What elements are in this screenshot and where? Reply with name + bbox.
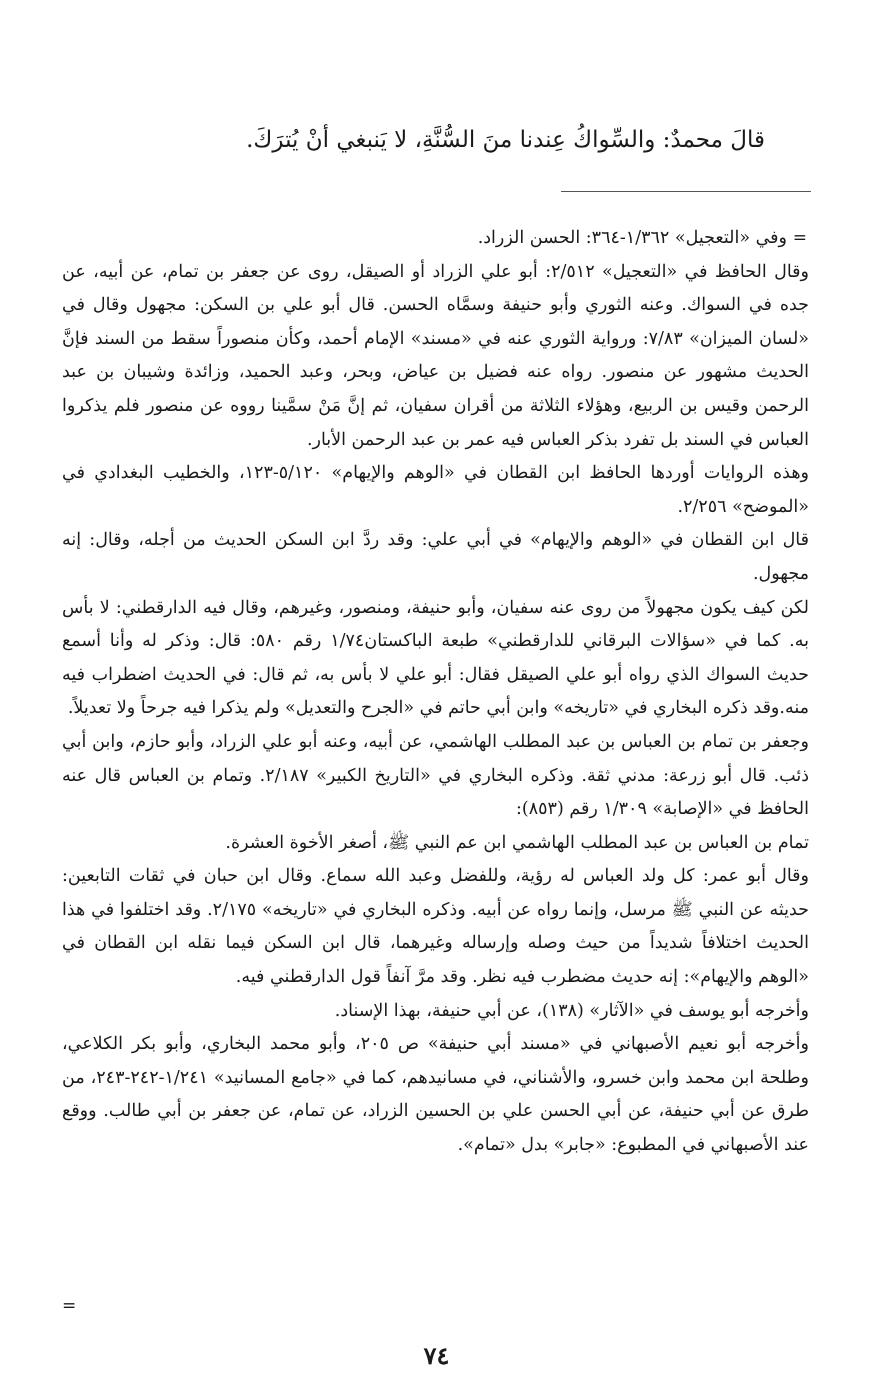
main-text: قالَ محمدٌ: والسِّواكُ عِندنا منَ السُّنَّةِ، لا يَنبغي أنْ يُترَكَ. — [246, 127, 765, 153]
footnote-paragraph: وفي «التعجيل» ١/٣٦٢-٣٦٤: الحسن الزراد. — [477, 228, 787, 248]
page-number: ٧٤ — [423, 1341, 450, 1370]
footnote-paragraph: وجعفر بن تمام بن العباس بن عبد المطلب الهاشمي، عن أبيه، وعنه أبو علي الزراد، وأبو حازم، وابن أبي ذئب. قال أبو زرعة: مدني ثقة. وذكره البخاري في «التاريخ الكبير» ٢/١٨٧. وتمام بن العباس قال عنه الحافظ في «الإصابة» ١/٣٠٩ رقم (٨٥٣): — [62, 731, 809, 820]
footnote-paragraph: وهذه الروايات أوردها الحافظ ابن القطان في «الوهم والإيهام» ٥/١٢٠-١٢٣، والخطيب البغدادي في «الموضح» ٢/٢٥٦. — [62, 463, 809, 517]
footnote-paragraph: وأخرجه أبو نعيم الأصبهاني في «مسند أبي حنيفة» ص ٢٠٥، وأبو محمد البخاري، وأبو بكر الكلاعي، وطلحة ابن محمد وابن خسرو، والأشناني، في مسانيدهم، كما في «جامع المسانيد» ١/٢٤١-٢٤٢-٢٤٣، من طرق عن أبي حنيفة، عن أبي الحسن علي بن الحسين الزراد، عن تمام، عن جعفر بن أبي طالب. ووقع عند الأصبهاني في المطبوع: «جابر» بدل «تمام». — [62, 1034, 809, 1156]
continuation-mark-end: = — [62, 1296, 77, 1316]
continuation-mark-start: = — [792, 228, 807, 248]
footnote-paragraph: قال ابن القطان في «الوهم والإيهام» في أبي علي: وقد ردَّ ابن السكن الحديث من أجله، وقال: إنه مجهول. — [62, 530, 809, 584]
footnote-paragraph: لكن كيف يكون مجهولاً من روى عنه سفيان، وأبو حنيفة، ومنصور، وغيرهم، وقال فيه الدارقطني: لا بأس به. كما في «سؤالات البرقاني للدارقطني» طبعة الباكستان١/٧٤ رقم ٥٨٠: قال: وذكر له وأنا أسمع حديث السواك الذي رواه أبو علي الصيقل فقال: أبو علي لا بأس به، ثم قال: في الحديث اضطراب فيه منه.وقد ذكره البخاري في «تاريخه» وابن أبي حاتم في «الجرح والتعديل» ولم يذكرا فيه جرحاً ولا تعديلاً. — [62, 597, 810, 719]
footnotes — [62, 222, 809, 1163]
footnote-paragraph: وقال الحافظ في «التعجيل» ٢/٥١٢: أبو علي الزراد أو الصيقل، روى عن جعفر بن تمام، عن أبيه، عن جده في السواك. وعنه الثوري وأبو حنيفة وسمَّاه الحسن. قال أبو علي بن السكن: مجهول وقال في «لسان الميزان» ٧/٨٣: ورواية الثوري عنه في «مسند» الإمام أحمد، وكأن منصوراً سقط من السند فإنَّ الحديث مشهور عن منصور. رواه عنه فضيل بن عياض، وبحر، وعبد الحميد، وزائدة وشيبان بن عبد الرحمن وقيس بن الربيع، وهؤلاء الثلاثة من أقران سفيان، ثم إنَّ مَنْ سمَّينا رووه عن منصور فلم يذكروا العباس في السند بل تفرد بذكر العباس فيه عمر بن عبد الرحمن الأبار. — [62, 261, 809, 450]
footnote-paragraph: وأخرجه أبو يوسف في «الآثار» (١٣٨)، عن أبي حنيفة، بهذا الإسناد. — [334, 1000, 809, 1021]
footnote-paragraph: تمام بن العباس بن عبد المطلب الهاشمي ابن عم النبي ﷺ، أصغر الأخوة العشرة. — [225, 832, 809, 853]
footnote-paragraph: وقال أبو عمر: كل ولد العباس له رؤية، وللفضل وعبد الله سماع. وقال ابن حبان في ثقات التابعين: حديثه عن النبي ﷺ مرسل، وإنما رواه عن أبيه. وذكره البخاري في «تاريخه» ٢/١٧٥. وقد اختلفوا في هذا الحديث اختلافاً شديداً من حيث وصله وإرساله وغيرهما، قال ابن السكن فيما نقله ابن القطان في «الوهم والإيهام»: إنه حديث مضطرب فيه نظر. وقد مرَّ آنفاً قول الدارقطني فيه. — [62, 866, 809, 988]
footnote-separator — [561, 191, 811, 192]
